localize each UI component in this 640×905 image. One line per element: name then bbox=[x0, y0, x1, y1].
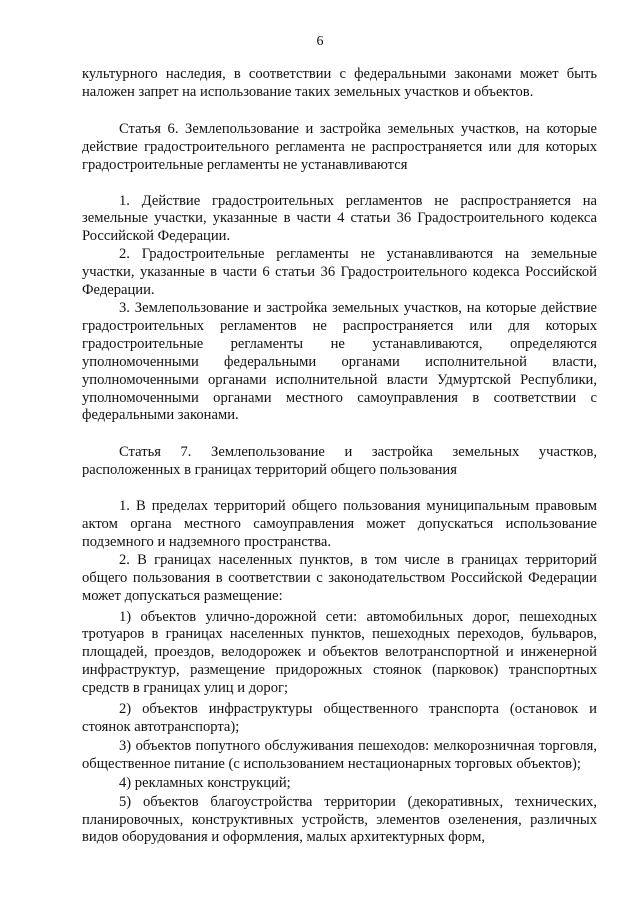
article-6-clause-2: 2. Градостроительные регламенты не устанавливаются на земельные участки, указанные в части 6 статьи 36 Градостроительного кодекса Российской Федерации. bbox=[82, 246, 597, 299]
list-item-5: 5) объектов благоустройства территории (декоративных, технических, планировочных, конструктивных устройств, элементов озеленения, различных видов оборудования и оформления, малых архитектурных форм, bbox=[82, 793, 597, 846]
article-6-clause-1: 1. Действие градостроительных регламентов не распространяется на земельные участки, указанные в части 4 статьи 36 Градостроительного кодекса Российской Федерации. bbox=[82, 192, 597, 245]
list-item-2: 2) объектов инфраструктуры общественного транспорта (остановок и стоянок автотранспорта); bbox=[82, 701, 597, 735]
page-number: 6 bbox=[316, 34, 324, 49]
document-body bbox=[82, 66, 597, 847]
article-7-heading: Статья 7. Землепользование и застройка земельных участков, расположенных в границах территорий общего пользования bbox=[82, 444, 597, 479]
list-item-3: 3) объектов попутного обслуживания пешеходов: мелкорозничная торговля, общественное питание (с использованием нестационарных торговых объектов); bbox=[82, 737, 597, 772]
article-6-heading: Статья 6. Землепользование и застройка земельных участков, на которые действие градостроительного регламента не распространяется или для которых градостроительные регламенты не устанавливаются bbox=[82, 120, 597, 173]
article-6-clause-3: 3. Землепользование и застройка земельных участков, на которые действие градостроительных регламентов не распространяется или для которых градостроительные регламенты не устанавливаются, определяются уполномоченными федеральными органами исполнительной власти, уполномоченными органами исполнительной власти Удмуртской Республики, уполномоченными органами местного самоуправления в соответствии с федеральными законами. bbox=[82, 299, 597, 424]
paragraph-continuation: культурного наследия, в соответствии с федеральными законами может быть наложен запрет на использование таких земельных участков и объектов. bbox=[82, 66, 597, 100]
list-item-4: 4) рекламных конструкций; bbox=[119, 774, 291, 791]
article-7-clause-2: 2. В границах населенных пунктов, в том числе в границах территорий общего пользования в соответствии с законодательством Российской Федерации может допускаться размещение: bbox=[82, 551, 597, 604]
list-item-1: 1) объектов улично-дорожной сети: автомобильных дорог, пешеходных тротуаров в границах населенных пунктов, пешеходных переходов, бульваров, площадей, проездов, велодорожек и объектов велотранспортной и инженерной инфраструктур, размещение придорожных стоянок (парковок) транспортных средств в границах улиц и дорог; bbox=[82, 608, 597, 697]
article-7-clause-1: 1. В пределах территорий общего пользования муниципальным правовым актом органа местного самоуправления может допускаться использование подземного и надземного пространства. bbox=[82, 498, 597, 550]
